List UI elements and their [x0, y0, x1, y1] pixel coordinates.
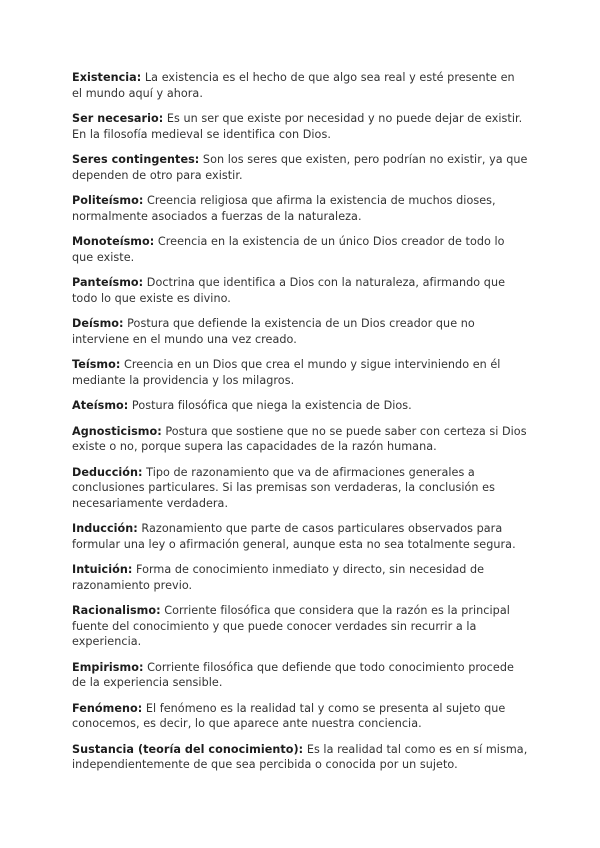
glossary-term: Teísmo: [72, 358, 121, 371]
glossary-definition: Forma de conocimiento inmediato y directo, sin necesidad de razonamiento previo. [72, 563, 485, 592]
glossary-entry-ser-necesario [72, 111, 528, 142]
glossary-term: Politeísmo: [72, 194, 144, 207]
glossary-definition: Creencia religiosa que afirma la existencia de muchos dioses, normalmente asociados a fuerzas de la naturaleza. [72, 194, 496, 223]
glossary-entry-induccion [72, 521, 528, 552]
glossary-definition: Creencia en un Dios que crea el mundo y sigue interviniendo en él mediante la providencia y los milagros. [72, 358, 501, 387]
glossary-term: Seres contingentes: [72, 153, 200, 166]
glossary-definition: Es la realidad tal como es en sí misma, independientemente de que sea percibida o conocida por un sujeto. [72, 742, 528, 771]
glossary-term: Racionalismo: [72, 604, 161, 617]
glossary-entry-politeismo [72, 193, 528, 224]
glossary-entry-ateismo [72, 398, 528, 414]
glossary-definition: Corriente filosófica que defiende que todo conocimiento procede de la experiencia sensible. [72, 660, 514, 689]
glossary-definition: Postura filosófica que niega la existencia de Dios. [128, 399, 412, 412]
glossary-definition: Razonamiento que parte de casos particulares observados para formular una ley o afirmación general, aunque esta no sea totalmente segura. [72, 522, 516, 551]
glossary-entry-teismo [72, 357, 528, 388]
glossary-term: Deísmo: [72, 317, 124, 330]
glossary-entry-intuicion [72, 562, 528, 593]
glossary-definition: Doctrina que identifica a Dios con la naturaleza, afirmando que todo lo que existe es divino. [72, 276, 506, 305]
glossary-term: Empirismo: [72, 660, 144, 674]
glossary-term: Ateísmo: [72, 399, 129, 412]
glossary-term: Intuición: [72, 563, 133, 576]
glossary-term: Sustancia (teoría del conocimiento): [72, 742, 304, 756]
glossary-term: Inducción: [72, 522, 138, 535]
glossary-definition: Postura que sostiene que no se puede saber con certeza si Dios existe o no, porque supera las capacidades de la razón humana. [72, 424, 527, 453]
glossary-term: Panteísmo: [72, 276, 144, 289]
glossary-definition: La existencia es el hecho de que algo sea real y esté presente en el mundo aquí y ahora. [72, 71, 515, 100]
glossary-entry-deismo [72, 316, 528, 347]
glossary-page [72, 70, 528, 783]
glossary-definition: Es un ser que existe por necesidad y no puede dejar de existir. En la filosofía medieval se identifica con Dios. [72, 112, 523, 141]
glossary-definition: Tipo de razonamiento que va de afirmaciones generales a conclusiones particulares. Si las premisas son verdaderas, la conclusión es necesariamente verdadera. [72, 465, 495, 510]
glossary-term: Existencia: [72, 71, 142, 84]
glossary-entry-deduccion [72, 465, 528, 512]
glossary-definition: Creencia en la existencia de un único Dios creador de todo lo que existe. [72, 235, 505, 264]
glossary-term: Monoteísmo: [72, 235, 155, 248]
glossary-entry-panteismo [72, 275, 528, 306]
glossary-definition: Son los seres que existen, pero podrían no existir, ya que dependen de otro para existir. [72, 153, 528, 182]
glossary-term: Deducción: [72, 465, 143, 479]
glossary-entry-monoteismo [72, 234, 528, 265]
glossary-definition: Corriente filosófica que considera que la razón es la principal fuente del conocimiento y que puede conocer verdades sin recurrir a la experiencia. [72, 604, 510, 648]
glossary-term: Agnosticismo: [72, 424, 162, 438]
glossary-term: Fenómeno: [72, 701, 143, 715]
glossary-entry-agnosticismo [72, 424, 528, 455]
glossary-entry-existencia [72, 70, 528, 101]
glossary-term: Ser necesario: [72, 112, 164, 125]
glossary-entry-fenomeno [72, 701, 528, 732]
glossary-entry-sustancia [72, 742, 528, 773]
glossary-definition: Postura que defiende la existencia de un Dios creador que no interviene en el mundo una vez creado. [72, 317, 475, 346]
glossary-entry-racionalismo [72, 603, 528, 650]
glossary-entry-seres-contingentes [72, 152, 528, 183]
glossary-definition: El fenómeno es la realidad tal y como se presenta al sujeto que conocemos, es decir, lo que aparece ante nuestra conciencia. [72, 701, 506, 730]
glossary-entry-empirismo [72, 660, 528, 691]
